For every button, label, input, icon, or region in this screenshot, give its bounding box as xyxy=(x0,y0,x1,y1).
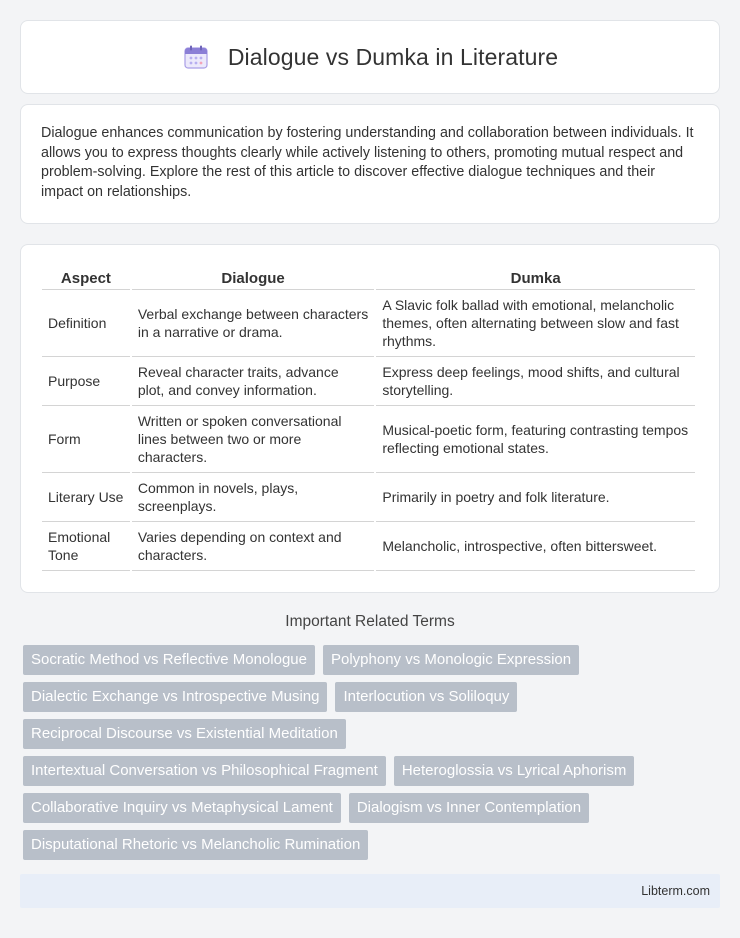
table-cell-dumka: Primarily in poetry and folk literature. xyxy=(376,473,695,522)
footer xyxy=(20,874,720,908)
related-terms-row xyxy=(23,645,723,675)
page-title: Dialogue vs Dumka in Literature xyxy=(227,43,559,70)
related-term-link[interactable]: Socratic Method vs Reflective Monologue xyxy=(23,645,315,675)
table-cell-dialogue: Reveal character traits, advance plot, and convey information. xyxy=(132,357,375,406)
related-term-link[interactable]: Intertextual Conversation vs Philosophical Fragment xyxy=(23,756,386,786)
related-term-link[interactable]: Reciprocal Discourse vs Existential Meditation xyxy=(23,719,346,749)
table-cell-aspect: Literary Use xyxy=(42,473,130,522)
column-header-dialogue: Dialogue xyxy=(132,264,375,290)
table-row xyxy=(42,522,695,571)
intro-paragraph: Dialogue enhances communication by fostering understanding and collaboration between individuals. It allows you to express thoughts clearly while actively listening to others, promoting mutual respect and problem-solving. Explore the rest of this article to discover effective dialogue techniques and their impact on relationships. xyxy=(41,125,694,200)
table-cell-aspect: Emotional Tone xyxy=(42,522,130,571)
table-cell-aspect: Form xyxy=(42,406,130,473)
comparison-table-card xyxy=(20,244,720,593)
table-cell-dumka: Melancholic, introspective, often bittersweet. xyxy=(376,522,695,571)
calendar-icon xyxy=(182,43,210,71)
table-cell-dumka: Musical-poetic form, featuring contrasting tempos reflecting emotional states. xyxy=(376,406,695,473)
related-terms-row xyxy=(23,719,723,749)
column-header-dumka: Dumka xyxy=(376,264,695,290)
column-header-aspect: Aspect xyxy=(42,264,130,290)
related-term-link[interactable]: Dialogism vs Inner Contemplation xyxy=(349,793,589,823)
related-term-link[interactable]: Collaborative Inquiry vs Metaphysical Lament xyxy=(23,793,341,823)
table-header-row xyxy=(42,264,695,290)
table-cell-aspect: Definition xyxy=(42,290,130,357)
related-terms-row xyxy=(23,756,723,786)
header-card xyxy=(20,20,720,94)
table-row xyxy=(42,290,695,357)
table-cell-dialogue: Common in novels, plays, screenplays. xyxy=(132,473,375,522)
intro-card xyxy=(20,104,720,224)
table-row xyxy=(42,406,695,473)
table-cell-dialogue: Verbal exchange between characters in a narrative or drama. xyxy=(132,290,375,357)
table-cell-aspect: Purpose xyxy=(42,357,130,406)
related-terms-row xyxy=(23,682,723,712)
footer-site-link[interactable]: Libterm.com xyxy=(641,884,710,898)
related-terms-list xyxy=(23,645,723,867)
table-row xyxy=(42,357,695,406)
table-cell-dumka: A Slavic folk ballad with emotional, melancholic themes, often alternating between slow and fast rhythms. xyxy=(376,290,695,357)
related-terms-row xyxy=(23,830,723,860)
related-term-link[interactable]: Disputational Rhetoric vs Melancholic Rumination xyxy=(23,830,368,860)
related-term-link[interactable]: Heteroglossia vs Lyrical Aphorism xyxy=(394,756,635,786)
related-terms-row xyxy=(23,793,723,823)
related-terms-heading: Important Related Terms xyxy=(285,613,455,630)
table-cell-dumka: Express deep feelings, mood shifts, and cultural storytelling. xyxy=(376,357,695,406)
table-row xyxy=(42,473,695,522)
comparison-table xyxy=(40,264,697,571)
table-cell-dialogue: Written or spoken conversational lines between two or more characters. xyxy=(132,406,375,473)
header-inner xyxy=(182,43,558,71)
related-term-link[interactable]: Polyphony vs Monologic Expression xyxy=(323,645,579,675)
related-term-link[interactable]: Interlocution vs Soliloquy xyxy=(335,682,517,712)
table-cell-dialogue: Varies depending on context and characters. xyxy=(132,522,375,571)
related-term-link[interactable]: Dialectic Exchange vs Introspective Musing xyxy=(23,682,327,712)
